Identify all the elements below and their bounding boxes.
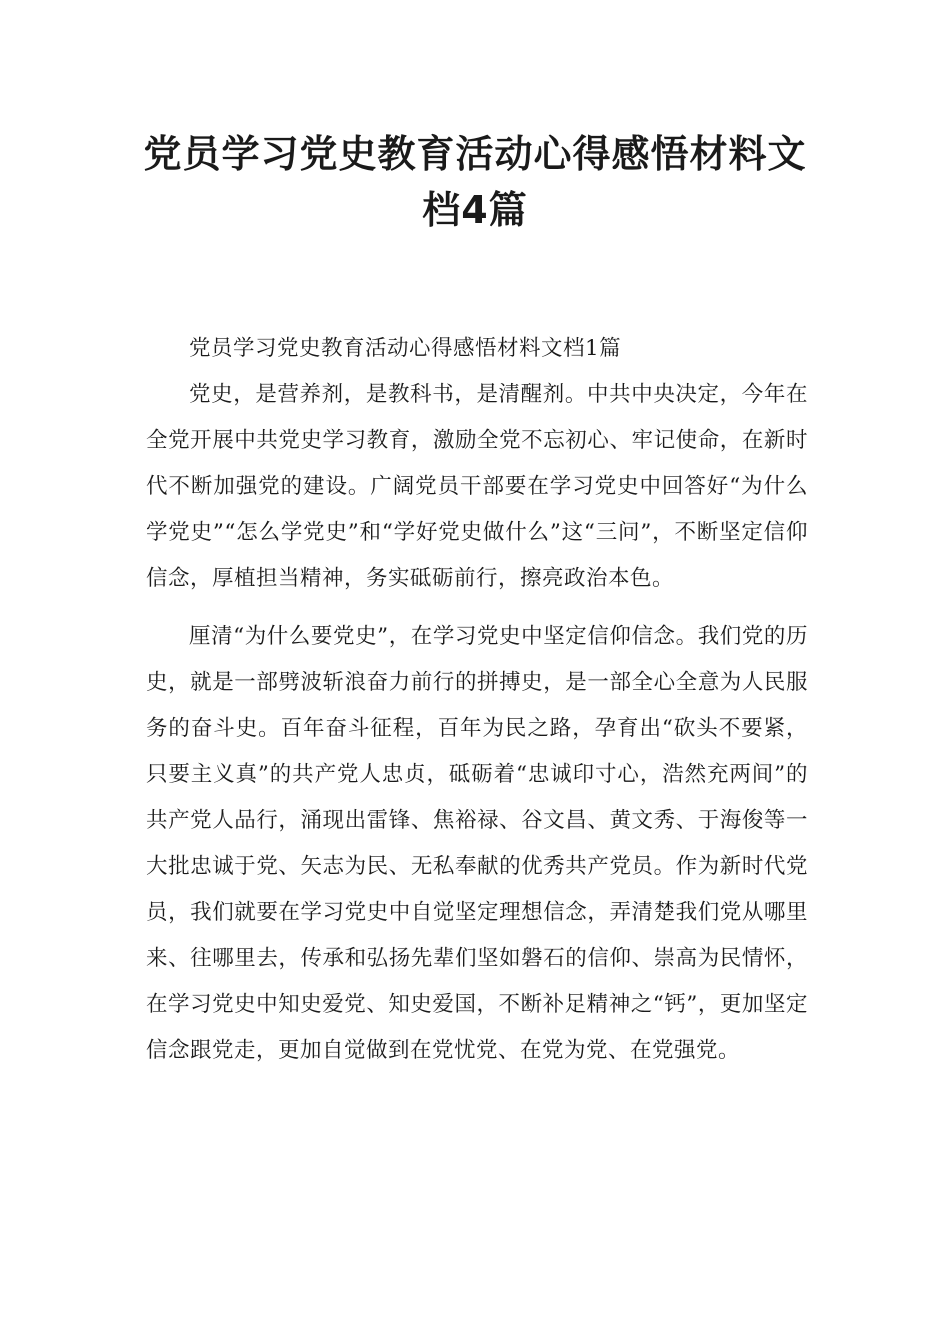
document-title	[130, 126, 820, 238]
section-subtitle: 党员学习党史教育活动心得感悟材料文档1篇	[189, 336, 622, 361]
paragraph-1: 党史，是营养剂，是教科书，是清醒剂。中共中央决定，今年在全党开展中共党史学习教育，激励全党不忘初心、牢记使命，在新时代不断加强党的建设。广阔党员干部要在学习党史中回答好“为什么学党史”“怎么学党史”和“学好党史做什么”这“三问”，不断坚定信仰信念，厚植担当精神，务实砥砺前行，擦亮政治本色。	[146, 382, 808, 591]
title-line-2: 档4篇	[422, 188, 528, 232]
title-line-1: 党员学习党史教育活动心得感悟材料文	[143, 132, 807, 176]
document-body	[146, 326, 808, 1086]
paragraph-2: 厘清“为什么要党史”，在学习党史中坚定信仰信念。我们党的历史，就是一部劈波斩浪奋力前行的拼搏史，是一部全心全意为人民服务的奋斗史。百年奋斗征程，百年为民之路，孕育出“砍头不要紧，只要主义真”的共产党人忠贞，砥砺着“忠诚印寸心，浩然充两间”的共产党人品行，涌现出雷锋、焦裕禄、谷文昌、黄文秀、于海俊等一大批忠诚于党、矢志为民、无私奉献的优秀共产党员。作为新时代党员，我们就要在学习党史中自觉坚定理想信念，弄清楚我们党从哪里来、往哪里去，传承和弘扬先辈们坚如磐石的信仰、崇高为民情怀，在学习党史中知史爱党、知史爱国，不断补足精神之“钙”，更加坚定信念跟党走，更加自觉做到在党忧党、在党为党、在党强党。	[146, 624, 808, 1063]
